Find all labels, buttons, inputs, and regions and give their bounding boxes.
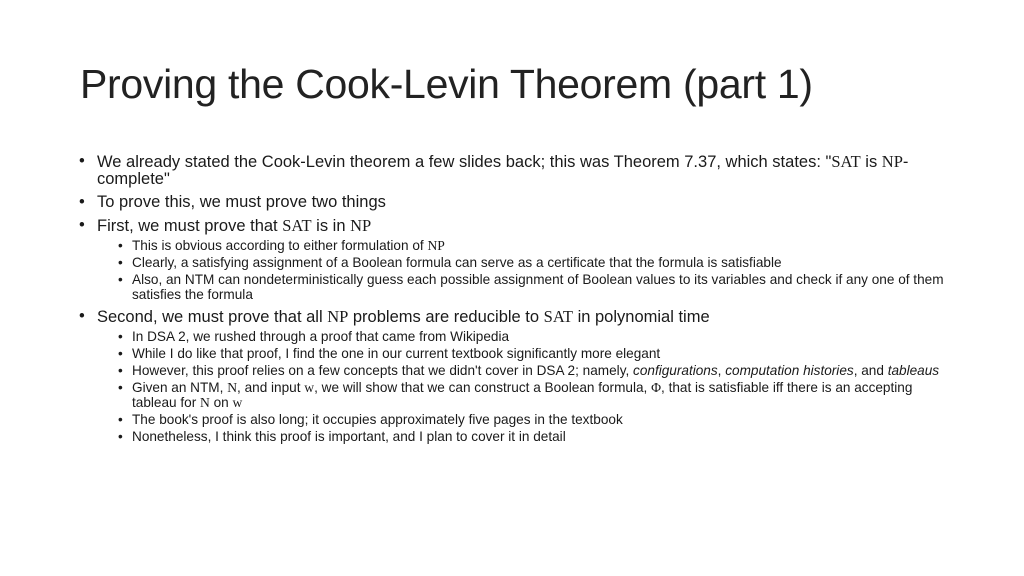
text-segment: is in xyxy=(311,217,351,235)
sub-bullet-item xyxy=(118,380,959,410)
text-segment: However, this proof relies on a few concepts that we didn't cover in DSA 2; namely, xyxy=(132,363,634,378)
sub-bullet-item xyxy=(118,412,959,427)
text-segment: This is obvious according to either formulation of xyxy=(132,238,428,253)
text-segment: Second, we must prove that all xyxy=(97,308,328,326)
math-symbol: NP xyxy=(427,238,445,253)
text-segment: The book's proof is also long; it occupies approximately five pages in the textbook xyxy=(132,412,623,427)
sub-bullet-item xyxy=(118,429,959,444)
text-segment: While I do like that proof, I find the one in our current textbook significantly more elegant xyxy=(132,346,661,361)
text-segment: , we will show that we can construct a Boolean formula, xyxy=(314,380,652,395)
bullet-item xyxy=(79,194,959,211)
math-symbol: N xyxy=(200,395,210,410)
math-symbol: SAT xyxy=(831,152,861,171)
text-segment: , xyxy=(717,363,726,378)
sub-bullet-item xyxy=(118,346,959,361)
italic-term: tableaus xyxy=(887,363,940,378)
text-segment: problems are reducible to xyxy=(348,308,544,326)
text-segment: Given an NTM, xyxy=(132,380,228,395)
math-symbol: SAT xyxy=(282,216,312,235)
text-segment: is xyxy=(860,153,882,171)
text-segment: -complete" xyxy=(97,153,909,188)
text-segment: First, we must prove that xyxy=(97,217,283,235)
text-segment: To prove this, we must prove two things xyxy=(97,193,386,211)
text-segment: in polynomial time xyxy=(573,308,710,326)
math-symbol: NP xyxy=(350,216,372,235)
sub-bullet-list xyxy=(79,329,959,444)
sub-bullet-list xyxy=(79,238,959,302)
text-segment: , and input xyxy=(237,380,305,395)
slide-body xyxy=(79,153,959,444)
math-symbol: Φ xyxy=(651,380,662,395)
math-symbol: w xyxy=(304,380,315,395)
text-segment: on xyxy=(209,395,233,410)
italic-term: computation histories xyxy=(725,363,854,378)
sub-bullet-item xyxy=(118,272,959,302)
bullet-item xyxy=(79,308,959,326)
sub-bullet-item xyxy=(118,329,959,344)
text-segment: Also, an NTM can nondeterministically guess each possible assignment of Boolean values to its variables and check if any one of them satisfies the formula xyxy=(132,272,944,302)
text-segment: , that is satisfiable iff there is an accepting tableau for xyxy=(132,380,913,410)
text-segment: , and xyxy=(853,363,888,378)
text-segment: Nonetheless, I think this proof is important, and I plan to cover it in detail xyxy=(132,429,566,444)
text-segment: Clearly, a satisfying assignment of a Boolean formula can serve as a certificate that the formula is satisfiable xyxy=(132,255,782,270)
math-symbol: N xyxy=(227,380,238,395)
math-symbol: SAT xyxy=(543,307,573,326)
sub-bullet-item xyxy=(118,255,959,270)
bullet-item xyxy=(79,153,959,188)
math-symbol: NP xyxy=(327,307,349,326)
text-segment: We already stated the Cook-Levin theorem a few slides back; this was Theorem 7.37, which states: " xyxy=(97,153,832,171)
math-symbol: NP xyxy=(881,152,903,171)
slide-title: Proving the Cook-Levin Theorem (part 1) xyxy=(80,61,813,107)
bullet-item xyxy=(79,217,959,235)
sub-bullet-item xyxy=(118,238,959,253)
italic-term: configurations xyxy=(633,363,718,378)
text-segment: In DSA 2, we rushed through a proof that came from Wikipedia xyxy=(132,329,510,344)
math-symbol: w xyxy=(232,395,243,410)
sub-bullet-item xyxy=(118,363,959,378)
